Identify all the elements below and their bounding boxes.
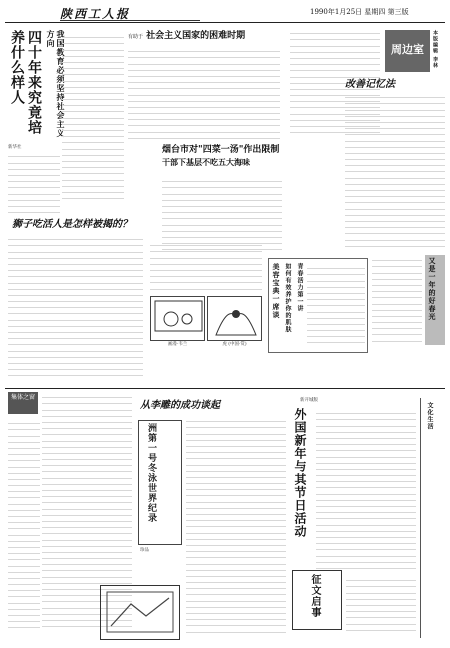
lion-headline: 狮子吃活人是怎样被揭的？ <box>12 219 132 230</box>
header-rule <box>5 22 445 23</box>
swim-kicker: 珍品 <box>140 548 149 553</box>
foreign-title: 外国新年与其节日活动 <box>293 408 307 538</box>
swim-box <box>138 420 182 545</box>
cartoon-left-caption: 画漫·韦兰 <box>167 342 188 347</box>
lead-body-continued <box>8 145 60 215</box>
lead-body-lines <box>62 32 124 199</box>
lead-subtitle: 我国教育必须坚持社会主义方向 <box>46 30 66 138</box>
right-bottom-text: 文化生活 <box>426 402 433 430</box>
lead-subtitle-block <box>46 30 66 140</box>
tobacco-title: 烟台市对"四菜一汤"作出限制 <box>162 145 280 155</box>
lion-body <box>8 234 143 384</box>
memory-body <box>345 92 445 252</box>
foreign-body <box>316 408 416 573</box>
masthead: 陕西工人报 <box>60 5 200 21</box>
memory-headline: 改善记忆法 <box>345 79 395 90</box>
tobacco-headline-block <box>162 144 282 172</box>
bottom-left-label: 集体之窗 <box>8 392 38 414</box>
vertical-column-3: 青春活力第一讲 <box>296 263 303 312</box>
foreign-kicker: 新开城版 <box>300 398 318 403</box>
dateline: 1990年1月25日 星期四 第三版 <box>310 8 409 16</box>
right-vertical-strip <box>425 255 445 345</box>
right-mid-body <box>372 255 422 345</box>
cartoon-left <box>150 296 205 341</box>
foreign-title-block <box>292 408 310 548</box>
swim-title: 洲第一号冬泳世界纪录 <box>146 423 156 523</box>
cartoon-right <box>207 296 262 341</box>
lead-headline: 四十年来究竟培养什么样人 <box>9 30 42 135</box>
section-box: 周边室 <box>385 30 430 72</box>
foreign-body-bottom <box>346 575 416 635</box>
bottom-box-title: 征文启事 <box>309 574 320 618</box>
right-bottom-strip <box>420 398 444 638</box>
vertical-column-1: 美容宝典一席谈 <box>272 263 281 319</box>
bottom-left-column <box>8 418 40 633</box>
center-body <box>150 240 262 295</box>
right-vertical-text: 又是一年的好春光 <box>428 257 437 321</box>
mid-rule <box>5 388 445 389</box>
bottom-center-box <box>100 585 180 640</box>
success-headline: 从李雕的成功谈起 <box>140 400 220 411</box>
top-center-body <box>128 46 280 141</box>
section-box-editor: 本版编辑 李林 <box>432 30 438 69</box>
top-center-kicker: 有助于 <box>128 34 144 40</box>
vertical-column-block <box>268 258 368 353</box>
lead-body <box>62 32 124 202</box>
tobacco-subtitle: 干部下基层不吃五大海味 <box>162 157 250 167</box>
vertical-column-2: 如何有效养护你的肌肤 <box>284 263 291 333</box>
bottom-box <box>292 570 342 630</box>
top-center-title: 社会主义国家的困难时期 <box>146 31 246 41</box>
success-body <box>186 416 286 636</box>
lead-headline-block <box>8 30 44 140</box>
top-center-headline <box>128 28 268 44</box>
lead-kicker: 新华社 <box>8 145 22 150</box>
cartoon-right-caption: 虎 (中国·赏) <box>222 342 247 347</box>
